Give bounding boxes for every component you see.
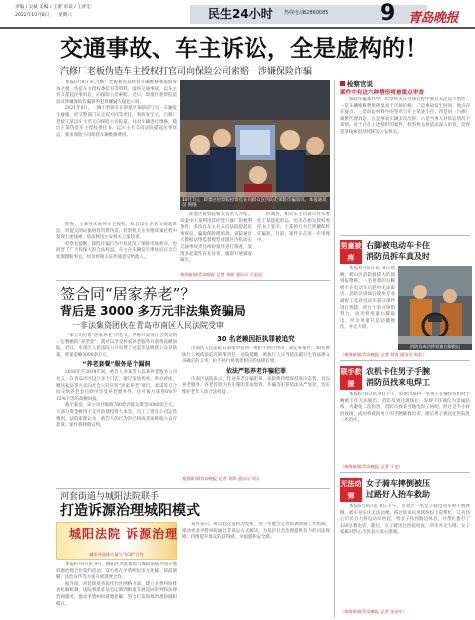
story2-subtitle: 背后是 3000 多万元非法集资骗局: [60, 304, 246, 318]
brand-logo: 青岛晚报: [408, 11, 459, 26]
story1-lead-text: 本报6月8日讯 汽修厂老板利用其经营车辆维修和报险业务之便，伪造车主授权委托书等资料，虚构交通事故，以车主名义提起民事诉讼，向保险公司索赔。近日，即墨区检察院依法对涉嫌保险诈骗罪的犯罪嫌疑人提起公诉。: [56, 80, 177, 105]
story3-title: 30 名老赖因拒执罪被追究: [217, 335, 295, 343]
right-story1-photo-caption: 消防员成功将男童右脚救出: [398, 344, 472, 350]
hotline-label: 热线电话:: [284, 10, 306, 16]
story3-paragraph-1: 市南区人民法院日前集中宣判一批拒不执行判决、裁定罪案件，30名被执行人被依法追究刑事责任。法院提醒，被执行人应当依法履行生效法律文书确定的义务，拒不执行将承担相应的法律后果。: [182, 346, 330, 365]
story1-bottom-text: [180, 212, 330, 272]
page-header: [0, 0, 475, 30]
right-divider-1: [340, 235, 470, 236]
story1-right-paragraph-1: 即墨区检察院相关负责人介绍，该案中王某利用其经营汽修厂的便利条件，多次以车主名义向法院提起民事诉讼，骗取保险理赔款。该院通过大数据法律监督模型对辖区内机动车交通事故责任纠纷案件进行筛查，发现多起案件存在异常，随即开展调查核实。: [180, 212, 252, 264]
story4-body: [56, 562, 177, 618]
right-story1-byline: （观海新闻/青岛晚报 记者 刘海 通讯员 周雷）: [340, 352, 427, 357]
editor-credits: 责编 / 吴斌 美编 / 王蕾 审读 / 王祥宏: [15, 5, 92, 10]
story4-right-body: [182, 522, 330, 618]
story2-lead: 一家公司打着“居家养老”的名义，声称只需签订合同交纳一定数额的“养老金”，就可以享受居家养老服务并获得高额回报。近日，市南区人民法院公开审理了这起非法吸收公众存款案，涉案金额3000余万元。: [56, 333, 177, 358]
story1-photo-caption: 10月7日，即墨区检察院检察官在向群众宣传防范保险诈骗知识。本报通讯员 供图: [180, 197, 330, 210]
story1-divider: [56, 280, 330, 281]
story1-left-bottom: [56, 222, 177, 272]
right-story2-title: 农机卡住男子手腕 消防员找来电焊工: [366, 367, 430, 387]
story4-title: 打造诉源治理城阳模式: [60, 503, 200, 519]
story1-paragraph-3: 经查，王某并未获得车主授权，私自以车主名义提起诉讼，所提交的证据材料均系伪造。检察机关在办理该案过程中发现上述线索，依法移送公安机关立案侦查。: [56, 222, 177, 241]
right-story1-photo: [398, 266, 472, 350]
story2-subhead: “养老套餐”服务是个漏洞: [82, 361, 151, 369]
story3-paragraph-2: 市南区法院表示，针对养老诈骗犯罪，法院将持续保持高压态势，对以养老服务、养老投资为名实施的非法集资、诈骗等犯罪依法从严惩处，切实维护老年人的合法权益。: [182, 376, 330, 395]
story3-byline: 观海新闻/青岛晚报 记者 刘海 通讯员 刘永: [182, 476, 260, 481]
story1-paragraph-2: 2021年6月，一辆小型轿车在即墨区某路段与另一车辆发生碰撞，经交警部门认定双方同等责任。事故发生后，汽修厂老板王某以车主名义向保险公司报案，并对车辆进行维修。随后王某伪造车主授权委托书，以车主名义向法院提起民事诉讼，要求保险公司赔偿车辆维修费用。: [56, 106, 177, 138]
right-story3-title: 女子骑车摔倒被压 过路好人抬车救助: [366, 479, 430, 499]
right-story1-title: 右脚被电动车卡住 消防员拆车真及时: [366, 241, 430, 261]
story2-title: 签合同“居家养老”？: [60, 285, 196, 303]
prosecutor-box-subtitle: 案件中有这六种情形将被重点审查: [340, 90, 424, 96]
flag-unable-to-move: 无法动弹: [340, 480, 362, 500]
page-number: 9: [380, 1, 396, 26]
issue-date: 2022年10月8日: [15, 13, 50, 18]
story1-byline: 观海新闻/青岛晚报 记者 刘海 通讯员 于思思: [180, 272, 263, 277]
right-story2-byline: （观海新闻/青岛晚报 记者 于忠）: [340, 464, 403, 469]
right-column-rule: [334, 80, 335, 618]
story1-right-paragraph-2: 经调查，相关车主均表示并未委托王某提起诉讼，也未在相关授权委托书上签字。王某的行为已涉嫌保险诈骗罪。目前，案件正在进一步审理中。: [257, 212, 330, 244]
flag-joint-rescue: 联手救援: [340, 368, 362, 388]
prosecutor-box-paragraph: 保险诈骗案件中，检察机关在办理过程中重点关注以下情形：一是车辆维修费用明显高于市场价格；二是事故发生时间、地点存在疑点；三是诉讼材料中的签名与车主笔迹不符；四是同一汽修厂频繁代理诉讼；五是事故车辆多次出险；六是当事人对诉讼情况不知情。对于存在上述情形的案件，检察机关将依法深入审查，发现犯罪线索的及时移送公安机关。: [340, 97, 470, 135]
right-story1-body: [340, 266, 395, 350]
right-story3-body: [340, 504, 470, 608]
story4-logo-caption: 城市共同体力量与“诉源”合作: [89, 552, 144, 557]
story1-photo-image: [180, 80, 330, 210]
story4-logo-text: 城阳法院 诉源治理: [69, 527, 179, 541]
story2-small-title: 一非法集资团伙在青岛市南区人民法院受审: [72, 321, 224, 330]
main-subheadline: 汽修厂老板伪造车主授权打官司向保险公司索赔 涉嫌保险诈骗: [60, 67, 313, 77]
story3-subhead: 依法严惩养老诈骗犯罪: [225, 367, 286, 375]
prosecutor-box-title-text: 检察官说: [347, 80, 373, 88]
story2-body: [56, 333, 177, 488]
story4-lead: 本报6月8日讯 9月，城阳区河套街道与城阳法院共同开展诉源治理合作签约活动，双方将在矛盾纠纷多元化解、诉前调解、法治宣传等方面开展深度合作。: [56, 562, 177, 581]
right-divider-2: [340, 360, 470, 361]
right-story2-body: [340, 392, 470, 462]
rescue-photo-image: [398, 266, 472, 350]
story2-paragraph-1: 2016年至2018年间，被告人李某等人以某养老服务公司名义，在青岛市区设立多个门店，通过发放传单、举办讲座、赠送礼品等方式向社会公开宣传“居家养老”项目，承诺签订合同交纳养老金后除可享受养老服务外，还可按月获得6%至12%不等的高额回报。: [56, 370, 177, 402]
story4-right-paragraph: 双方表示，将以此次签约为契机，进一步健全完善诉调对接工作机制，推动更多矛盾纠纷通过非诉讼方式解决，为基层社会治理提供有力的司法保障，持续提升群众的获得感、幸福感和安全感。: [182, 522, 330, 541]
flag-boy-trapped: 男童被疼: [340, 242, 362, 262]
right-divider-3: [340, 472, 470, 473]
story4-paragraph-1: 据介绍，河套街道将依托社区网格力量，建立矛盾纠纷排查化解机制，法院将派驻法官定期到街道开展巡回审判和法律咨询服务，推动矛盾纠纷就地化解，努力打造诉源治理的城阳模式。: [56, 581, 177, 607]
hotline-number: 82860085: [303, 10, 329, 16]
story1-paragraph-4: 检察官提醒，保险诈骗行为不仅扰乱了保险市场秩序，也损害了广大投保人的合法权益。车主在车辆发生事故后应亲自处理理赔事宜，切勿将相关证件随意交给他人。: [56, 241, 177, 260]
header-rule: [0, 27, 475, 29]
issue-weekday: 星期六: [58, 13, 72, 18]
story4-logo-image: [56, 522, 177, 560]
story4-small-title: 河套街道与城阳法院联手: [60, 492, 160, 502]
right-story2-text: 本报6月8日讯 8日下午，胶州市某村一名男子在操作农机时手腕被卡住无法脱出。消防员到达现场后，发现卡住部位为金属结构，为避免二次伤害，消防员找来当地电焊工协助，经过近半小时的救援，成功将被困男子的手腕解救出来，随后男子被送往医院进一步治疗。: [340, 392, 470, 424]
square-bullet-icon: [340, 81, 345, 86]
section-name: 民生24小时: [208, 7, 273, 21]
story2-divider: [56, 488, 330, 489]
story1-photo: [180, 80, 330, 210]
prosecutor-box: [340, 80, 470, 232]
story3-body: [182, 346, 330, 488]
right-story3-text: 本报6月8日讯 8日下午，市北区一名女子骑电动车时不慎摔倒，被车身压住无法动弹。路过的市民见状纷纷上前帮忙，几名热心市民合力将电动车抬起，将女子扶到路边休息，并帮忙拨打了120急救电话。随后，女子被送往医院检查，所幸并无大碍。女子家属对热心市民表示衷心感谢。: [340, 504, 470, 536]
right-story3-byline: （观海新闻/青岛晚报 记者 张安中）: [340, 609, 407, 614]
main-headline: 交通事故、车主诉讼，全是虚构的！: [60, 36, 428, 62]
story1-lead: [56, 80, 177, 220]
right-story1-text: 本报6月8日讯 8日傍晚，崂山区消防救援大队接到报警称，一名男童的右脚被卡在电动车后轮中无法取出。消防员到场后使用专业破拆工具对电动车部分部件进行拆除，经过十余分钟的努力，成功将男童右脚取出。所幸男童只是轻微擦伤，并无大碍。: [340, 266, 395, 331]
prosecutor-box-text: [340, 97, 470, 229]
story2-paragraph-2: 截至案发，该公司共吸收780余名群众资金3000余万元，大部分资金被用于支付前期投资人本息、员工工资及公司运营费用。法院审理认为，被告人的行为均已构成非法吸收公众存款罪，案件将择期宣判。: [56, 403, 177, 429]
prosecutor-box-title: [340, 80, 470, 89]
